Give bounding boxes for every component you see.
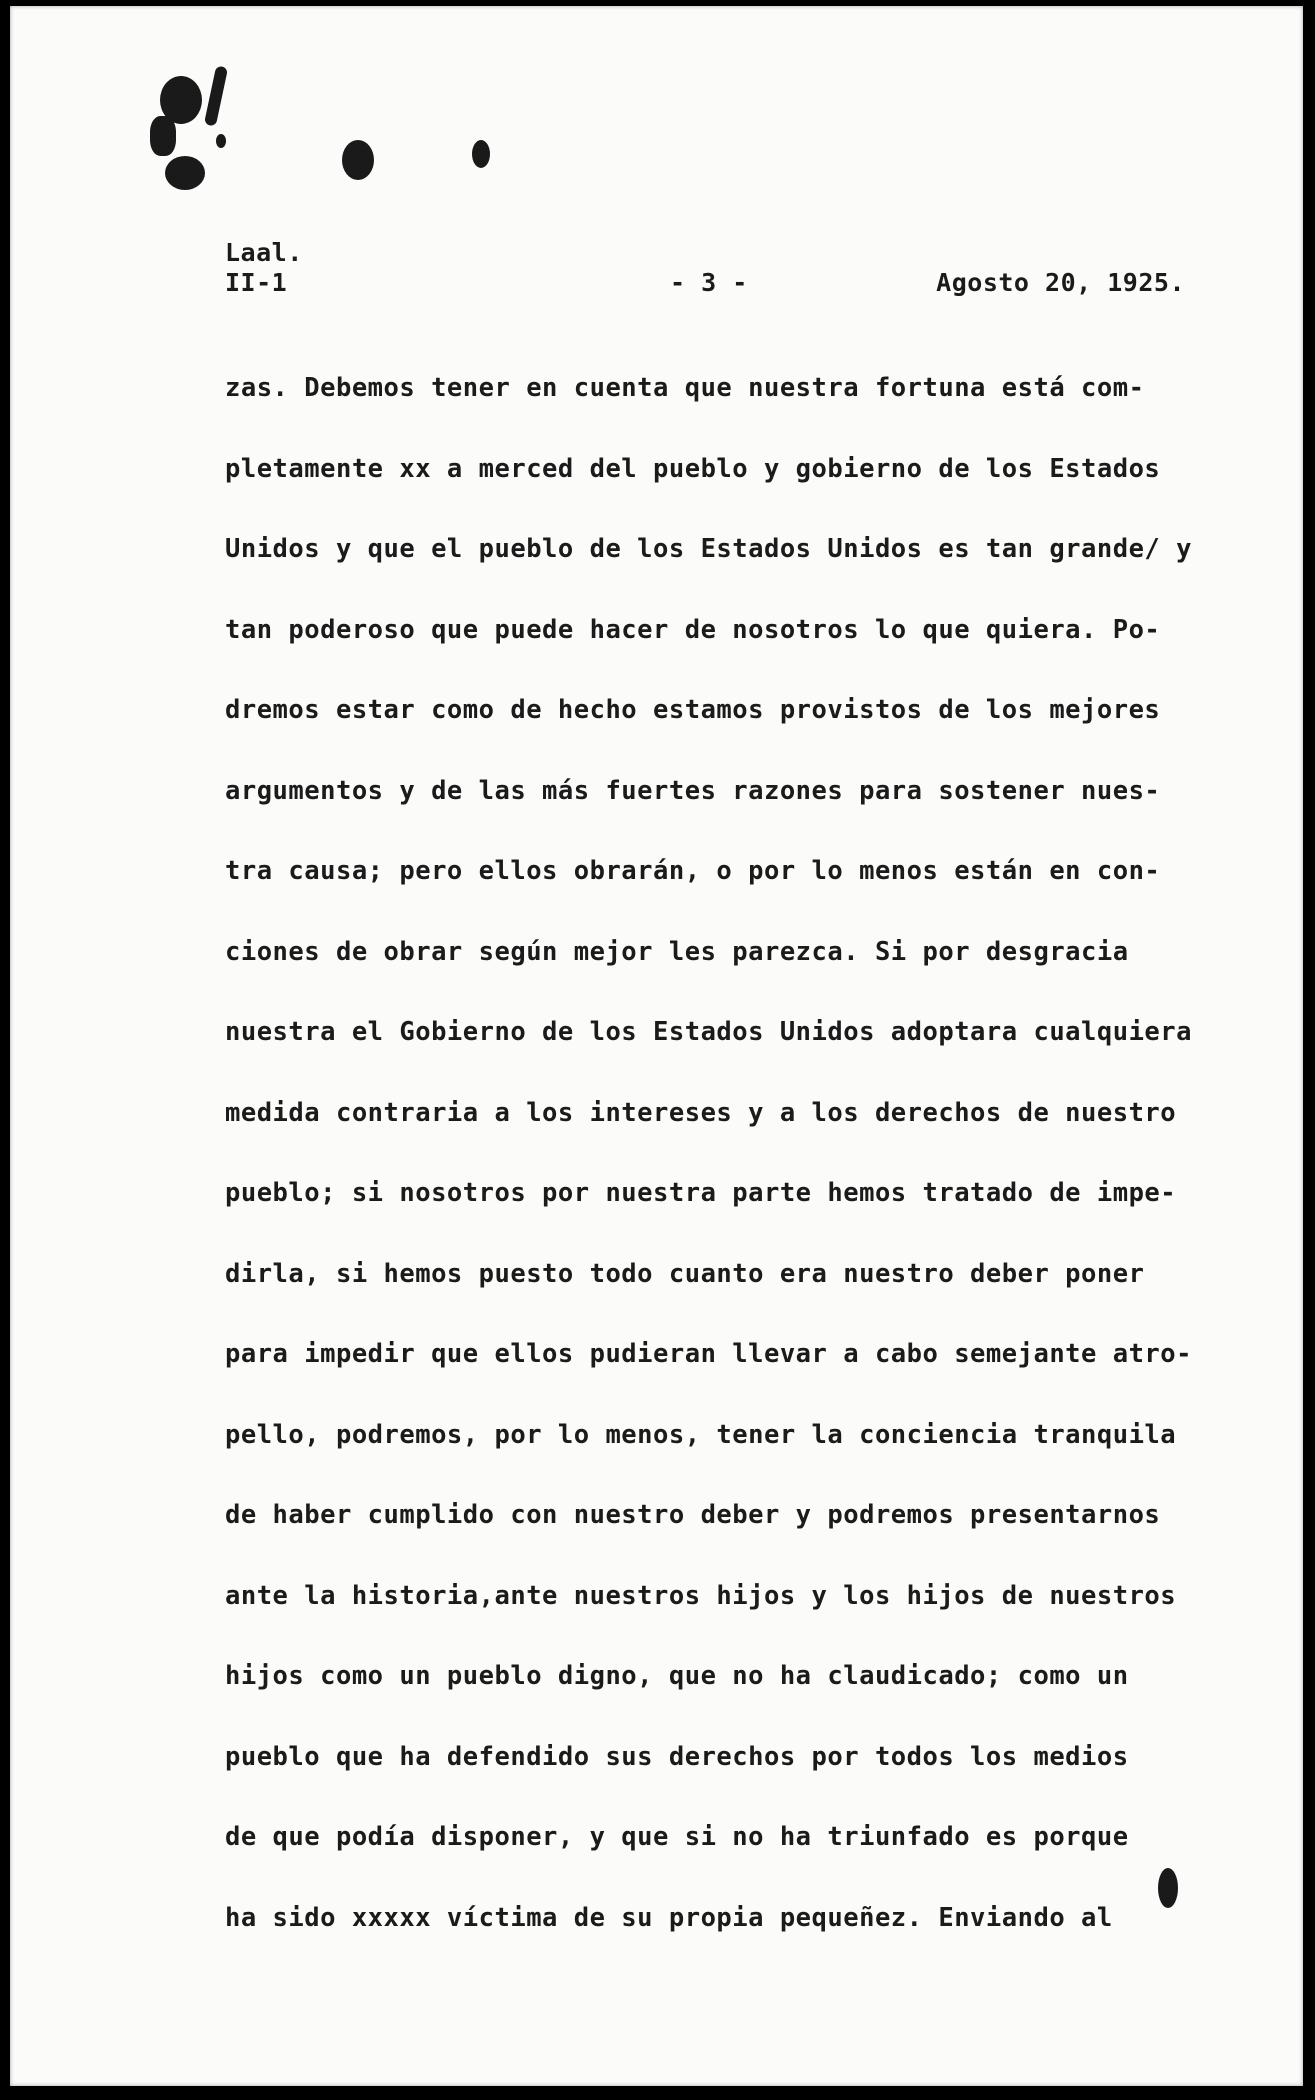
body-text (225, 368, 1192, 1978)
text-line: pletamente xx a merced del pueblo y gobierno de los Estados (225, 453, 1161, 484)
reference-line-2: II-1 (225, 268, 288, 297)
text-line: ciones de obrar según mejor les parezca. Si por desgracia (225, 936, 1129, 967)
text-line: dremos estar como de hecho estamos provistos de los mejores (225, 695, 1161, 725)
text-line: dirla, si hemos puesto todo cuanto era nuestro deber poner (225, 1258, 1145, 1289)
text-line: hijos como un pueblo digno, que no ha claudicado; como un (225, 1661, 1129, 1691)
text-line: pueblo; si nosotros por nuestra parte hemos tratado de impe- (225, 1178, 1177, 1208)
text-line: nuestra el Gobierno de los Estados Unidos adoptara cualquiera (225, 1017, 1192, 1047)
text-line: tan poderoso que puede hacer de nosotros lo que quiera. Po- (225, 614, 1161, 645)
text-line: tra causa; pero ellos obrarán, o por lo menos están en con- (225, 856, 1161, 886)
text-line: Unidos y que el pueblo de los Estados Unidos es tan grande/ y (225, 534, 1192, 564)
text-line: para impedir que ellos pudieran llevar a cabo semejante atro- (225, 1339, 1192, 1369)
text-line: argumentos y de las más fuertes razones para sostener nues- (225, 775, 1161, 806)
text-line: medida contraria a los intereses y a los derechos de nuestro (225, 1097, 1177, 1128)
document-date: Agosto 20, 1925. (936, 268, 1185, 297)
text-line: de que podía disponer, y que si no ha triunfado es porque (225, 1822, 1129, 1852)
text-line: de haber cumplido con nuestro deber y podremos presentarnos (225, 1500, 1161, 1530)
text-line: ha sido xxxxx víctima de su propia pequeñez. Enviando al (225, 1902, 1113, 1933)
text-line: pueblo que ha defendido sus derechos por todos los medios (225, 1741, 1129, 1772)
text-line: pello, podremos, por lo menos, tener la conciencia tranquila (225, 1419, 1177, 1450)
reference-line-1: Laal. (225, 238, 303, 267)
text-line: ante la historia,ante nuestros hijos y los hijos de nuestros (225, 1580, 1177, 1611)
reference-code (225, 238, 303, 298)
text-line: zas. Debemos tener en cuenta que nuestra fortuna está com- (225, 373, 1145, 403)
document-page (10, 6, 1303, 2086)
page-number: - 3 - (670, 268, 748, 297)
